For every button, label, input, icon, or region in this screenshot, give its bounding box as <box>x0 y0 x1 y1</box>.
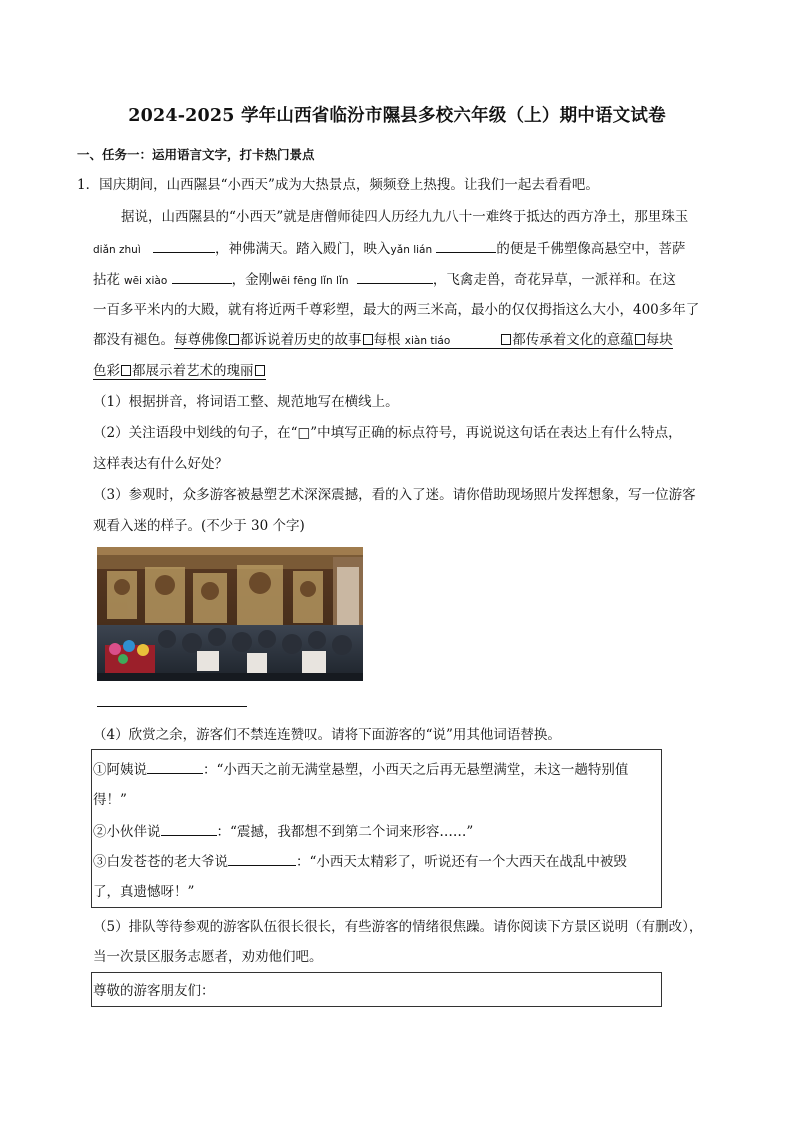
page-title: 2024-2025 学年山西省临汾市隰县多校六年级（上）期中语文试卷 <box>128 106 666 126</box>
passage-line-1 <box>121 208 688 226</box>
answer-blank-2[interactable] <box>436 239 496 253</box>
passage-text: ，神佛满天。踏入殿门，映入 <box>215 241 391 257</box>
answer-blank-3[interactable] <box>172 270 232 284</box>
passage-text: 的便是千佛塑像高悬空中，菩萨 <box>496 241 686 257</box>
answer-blank-4[interactable] <box>357 270 433 284</box>
subquestion-2-line-1: （2）关注语段中划线的句子，在“□”中填写正确的标点符号，再说说这句话在表达上有什么特点， <box>93 425 682 441</box>
underlined-sentence: 每尊佛像 都诉说着历史的故事 每根 xiàn tiáo 都传承着文化的意蕴 每块 <box>174 332 673 348</box>
pinyin-dianzhui: diǎn zhuì <box>93 244 141 256</box>
passage-text: ，金刚 <box>231 272 273 288</box>
box4-line-5: 了，真遗憾呀！” <box>93 884 195 900</box>
subquestion-5-line-1: （5）排队等待参观的游客队伍很长很长，有些游客的情绪很焦躁。请你阅读下方景区说明（有删改）， <box>93 919 703 935</box>
passage-text: 拈花 <box>93 272 120 288</box>
passage-line-4: 一百多平米内的大殿，就有将近两千尊彩塑，最大的两三米高，最小的仅仅拇指这么大小，400多年了 <box>93 302 700 318</box>
passage-line-3 <box>93 270 676 290</box>
subquestion-1: （1）根据拼音，将词语工整、规范地写在横线上。 <box>93 394 399 410</box>
question-intro: 1．国庆期间，山西隰县“小西天”成为大热景点，频频登上热搜。让我们一起去看看吧。 <box>77 177 599 193</box>
punctuation-box[interactable] <box>255 365 265 376</box>
box4-line-4: ③白发苍苍的老大爷说 ：“小西天太精彩了，听说还有一个大西天在战乱中被毁 <box>93 854 627 870</box>
subquestion-5-line-2: 当一次景区服务志愿者，劝劝他们吧。 <box>93 949 323 965</box>
pinyin-weixiao: wēi xiào <box>124 275 168 287</box>
passage-line-6 <box>93 362 266 380</box>
box4-line-1: ①阿姨说 ：“小西天之前无满堂悬塑，小西天之后再无悬塑满堂，未这一趟特别值 <box>93 762 629 778</box>
passage-text: ，飞禽走兽，奇花异草，一派祥和。在这 <box>432 272 676 288</box>
pinyin-yanlian: yǎn lián <box>390 244 433 256</box>
underlined-sentence: 色彩 都展示着艺术的瑰丽 <box>93 363 266 380</box>
punctuation-box[interactable] <box>229 334 239 345</box>
punctuation-box[interactable] <box>363 334 373 345</box>
subquestion-3-line-1: （3）参观时，众多游客被悬塑艺术深深震撼，看的入了迷。请你借助现场照片发挥想象，写一位游客 <box>93 487 696 503</box>
subquestion-4: （4）欣赏之余，游客们不禁连连赞叹。请将下面游客的“说”用其他词语替换。 <box>93 727 561 743</box>
pinyin-xiantiao: xiàn tiáo <box>404 335 451 347</box>
box5-salutation: 尊敬的游客朋友们： <box>93 983 215 999</box>
section-heading: 一、任务一：运用语言文字，打卡热门景点 <box>77 147 315 162</box>
passage-line-5 <box>93 331 673 350</box>
punctuation-box[interactable] <box>121 365 131 376</box>
answer-line[interactable] <box>97 706 247 707</box>
answer-blank-grandpa[interactable] <box>228 852 296 866</box>
passage-text: 都没有褪色。 <box>93 332 174 348</box>
pinyin-weifeng: wēi fēng lǐn lǐn <box>272 275 349 287</box>
box4-line-2: 得！” <box>93 792 127 808</box>
punctuation-box[interactable] <box>635 334 645 345</box>
punctuation-box[interactable] <box>501 334 511 345</box>
subquestion-3-line-2: 观看入迷的样子。(不少于 30 个字) <box>93 518 305 534</box>
answer-blank-1[interactable] <box>153 239 215 253</box>
temple-hall-photo <box>97 547 363 681</box>
passage-text: 据说，山西隰县的“小西天”就是唐僧师徒四人历经九九八十一难终于抵达的西方净土，那里珠玉 <box>121 209 689 225</box>
box4-line-3: ②小伙伴说 ：“震撼，我都想不到第二个词来形容……” <box>93 824 474 840</box>
passage-line-2 <box>93 239 685 259</box>
subquestion-2-line-2: 这样表达有什么好处？ <box>93 456 228 472</box>
answer-blank-friend[interactable] <box>161 822 217 836</box>
answer-blank-aunt[interactable] <box>147 760 203 774</box>
